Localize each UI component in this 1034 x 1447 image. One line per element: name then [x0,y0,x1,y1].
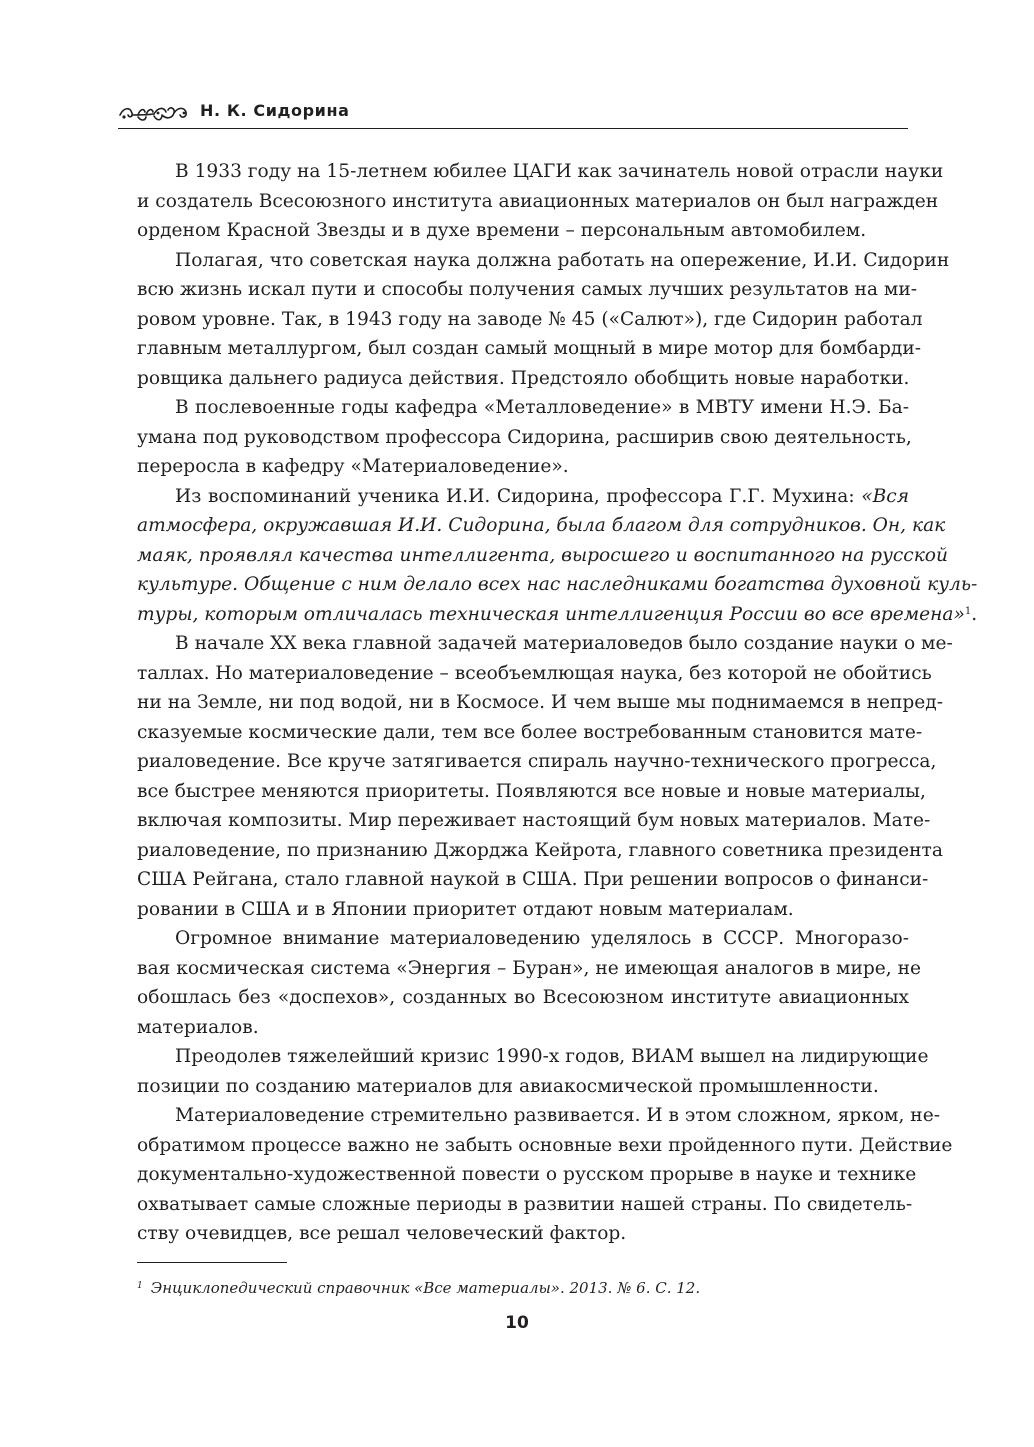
text-line: документально-художественной повести о русском прорыве в науке и технике [137,1164,917,1185]
text-line: Материаловедение стремительно развивается. И в этом сложном, ярком, не- [175,1105,940,1126]
paragraph-3 [137,393,912,482]
footnote-reference[interactable]: 1 [964,605,972,617]
quote-text: маяк, проявлял качества интеллигента, выросшего и воспитанного на русской [137,544,948,566]
text-line [137,482,909,512]
text-line: сказуемые космические дали, тем все более востребованным становится мате- [137,721,923,743]
paragraph-2 [137,246,950,394]
paragraph-8 [137,1101,953,1249]
running-head-author: Н. К. Сидорина [200,101,350,120]
text-line: всю жизнь искал пути и способы получения самых лучших результатов на ми- [137,279,918,300]
paragraph-5 [137,629,953,924]
quote-text: туры, которым отличалась техническая интеллигенция России во все времена» [137,603,965,625]
text-line: В послевоенные годы кафедра «Металловедение» в МВТУ имени Н.Э. Ба- [175,397,909,418]
text-line: переросла в кафедру «Материаловедение». [137,456,569,477]
text-line: ровом уровне. Так, в 1943 году на заводе № 45 («Салют»), где Сидорин работал [137,308,923,330]
text-line: все быстрее меняются приоритеты. Появляются все новые и новые материалы, [137,780,926,802]
text-line: ству очевидцев, все решал человеческий фактор. [137,1223,627,1244]
paragraph-4-quote [137,482,978,630]
text-line: Преодолев тяжелейший кризис 1990-х годов, ВИАМ вышел на лидирующие [175,1046,929,1067]
text-line: умана под руководством профессора Сидорина, расширив свою деятельность, [137,426,912,448]
quote-end: . [971,603,978,625]
paragraph-7 [137,1042,929,1101]
text-line: Полагая, что советская наука должна работать на опережение, И.И. Сидорин [175,249,950,271]
page-header [118,98,908,129]
text-line: ровщика дальнего радиуса действия. Предстояло обобщить новые наработки. [137,367,910,389]
text-line: В 1933 году на 15-летнем юбилее ЦАГИ как зачинатель новой отрасли науки [175,161,944,182]
text-line: обошлась без «доспехов», созданных во Всесоюзном институте авиационных [137,987,909,1008]
text-line: Огромное внимание материаловедению уделялось в СССР. Многоразо- [175,928,909,949]
text-line: и создатель Всесоюзного института авиационных материалов он был награжден [137,190,939,212]
text-line: материалов. [137,1016,259,1038]
quote-text: «Вся [861,485,909,507]
text-line: вая космическая система «Энергия – Буран», не имеющая аналогов в мире, не [137,957,921,979]
paragraph-6 [137,924,921,1042]
page-number: 10 [505,1313,529,1333]
text-line: США Рейгана, стало главной наукой в США. При решении вопросов о финанси- [137,869,929,890]
footnote [137,1277,909,1299]
floral-ornament-icon [118,103,190,123]
text-line: включая композиты. Мир переживает настоящий бум новых материалов. Мате- [137,810,931,831]
text-line: риаловедение. Все круче затягивается спираль научно-технического прогресса, [137,751,937,772]
text-line [137,600,978,630]
text-line: риаловедение, по признанию Джорджа Кейрота, главного советника президента [137,839,943,861]
text-line: охватывает самые сложные периоды в развитии нашей страны. По свидетель- [137,1193,913,1215]
text-line: В начале XX века главной задачей материаловедов было создание науки о ме- [175,633,953,654]
text-line: орденом Красной Звезды и в духе времени – персональным автомобилем. [137,220,867,241]
quote-intro: Из воспоминаний ученика И.И. Сидорина, профессора Г.Г. Мухина: [175,485,862,507]
footnote-divider [137,1262,287,1263]
text-line: позиции по созданию материалов для авиакосмической промышленности. [137,1075,879,1097]
quote-text: культуре. Общение с ним делало всех нас наследниками богатства духовной куль- [137,574,978,595]
quote-text: атмосфера, окружавшая И.И. Сидорина, была благом для сотрудников. Он, как [137,515,946,536]
footnote-marker: 1 [137,1281,143,1291]
body-text [137,157,978,1249]
footnote-text: Энциклопедический справочник «Все материалы». 2013. № 6. С. 12. [150,1279,701,1297]
text-line: ни на Земле, ни под водой, ни в Космосе. И чем выше мы поднимаемся в непред- [137,692,944,713]
paragraph-1 [137,157,944,246]
text-line: ровании в США и в Японии приоритет отдают новым материалам. [137,898,794,920]
text-line: обратимом процессе важно не забыть основные вехи пройденного пути. Действие [137,1134,953,1156]
text-line: главным металлургом, был создан самый мощный в мире мотор для бомбарди- [137,338,922,359]
text-line: таллах. Но материаловедение – всеобъемлющая наука, без которой не обойтись [137,662,932,684]
